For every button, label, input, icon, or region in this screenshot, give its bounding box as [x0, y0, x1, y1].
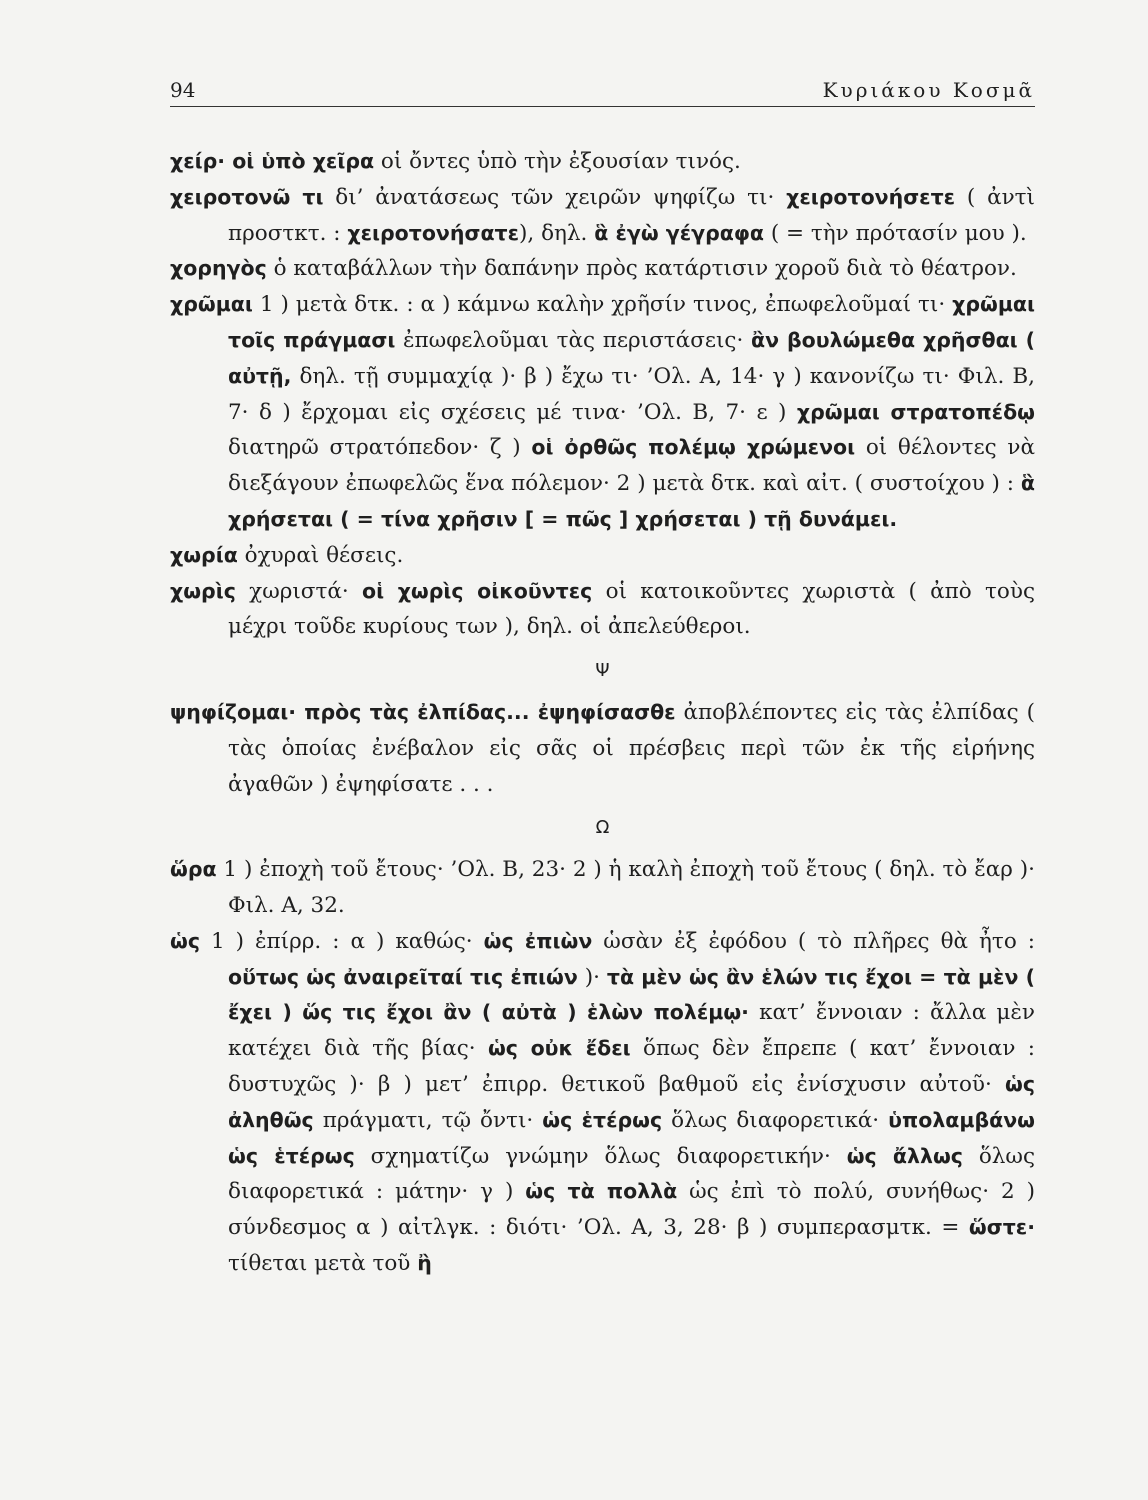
headword-text: χειροτονήσατε — [347, 220, 520, 245]
definition-text: ( = τὴν πρότασίν μου ). — [763, 220, 1027, 246]
definition-text: 1 ) ἐπίρρ. : α ) καθώς· — [199, 928, 484, 954]
definition-text: κατ’ ἔννοιαν : ἄλλα μὲν κατέχει διὰ τῆς βίας· — [228, 1000, 1035, 1062]
definition-text: ὡσὰν ἐξ ἐφόδου ( τὸ πλῆρες θὰ ἦτο : — [592, 928, 1035, 954]
definition-text: 1 ) μετὰ δτκ. : α ) κάμνω καλὴν χρῆσίν τινος, ἐπωφελοῦμαί τι· — [252, 292, 953, 318]
dictionary-entry — [170, 251, 1035, 287]
headword-text: ἂν βουλώμεθα χρῆσθαι ( αὐτῇ, — [228, 327, 1035, 388]
dictionary-entry — [170, 144, 1035, 180]
headword-text: χωρία — [170, 542, 238, 567]
definition-text: ὅλως διαφορετικά· — [662, 1107, 889, 1133]
definition-text: ἀποβλέποντες εἰς τὰς ἐλπίδας ( τὰς ὁποίας ἐνέβαλον εἰς σᾶς οἱ πρέσβεις περὶ τῶν ἐκ τῆς εἰρήνης ἀγαθῶν ) ἐψηφίσατε . . . — [228, 699, 1036, 797]
headword-text: οὕτως ὡς ἀναιρεῖταί τις ἐπιών — [228, 964, 578, 989]
dictionary-entry — [170, 574, 1035, 646]
definition-text: σχηματίζω γνώμην ὅλως διαφορετικήν· — [354, 1143, 847, 1169]
headword-text: χειροτονῶ τι — [170, 184, 324, 209]
dictionary-entry — [170, 924, 1035, 1282]
dictionary-entry — [170, 180, 1035, 252]
headword-text: τὰ μὲν ὡς ἂν ἑλών τις ἔχοι = τὰ μὲν ( ἔχει ) ὥς τις ἔχοι ἂν ( αὐτὰ ) ἑλὼν πολέμῳ· — [228, 964, 1036, 1025]
headword-text: ὑπολαμβάνω ὡς ἑτέρως — [228, 1107, 1035, 1168]
definition-text: )· — [577, 964, 607, 990]
definition-text: τίθεται μετὰ τοῦ — [228, 1250, 418, 1276]
definition-text: οἱ κατοικοῦντες χωριστὰ ( ἀπὸ τοὺς μέχρι τοῦδε κυρίους των ), δηλ. οἱ ἀπελεύθεροι. — [228, 578, 1035, 640]
entries-psi — [170, 695, 1035, 802]
headword-text: ἃ χρήσεται ( = τίνα χρῆσιν [ = πῶς ] χρήσεται ) τῇ δυνάμει. — [228, 471, 1035, 531]
definition-text: ὁ καταβάλλων τὴν δαπάνην πρὸς κατάρτισιν χοροῦ διὰ τὸ θέατρον. — [266, 256, 1017, 282]
definition-text: οἱ θέλοντες νὰ διεξάγουν ἐπωφελῶς ἕνα πόλεμον· 2 ) μετὰ δτκ. καὶ αἰτ. ( συστοίχου ) : — [228, 435, 1035, 497]
headword-text: χειροτονήσετε — [786, 184, 956, 209]
page-body — [170, 144, 1035, 1282]
headword-text: ὡς ἄλλως — [846, 1143, 963, 1168]
running-head: Κυριάκου Κοσμᾶ — [822, 78, 1035, 102]
dictionary-entry — [170, 852, 1035, 924]
definition-text: χωριστά· — [235, 578, 363, 604]
section-heading-psi: Ψ — [595, 660, 610, 682]
headword-text: ψηφίζομαι· πρὸς τὰς ἐλπίδας... ἐψηφίσασθε — [170, 699, 676, 724]
headword-text: χορηγὸς — [170, 256, 267, 281]
entries-omega — [170, 852, 1035, 1282]
definition-text: δι’ ἀνατάσεως τῶν χειρῶν ψηφίζω τι· — [323, 184, 787, 210]
definition-text: οἱ ὄντες ὑπὸ τὴν ἐξουσίαν τινός. — [374, 149, 741, 174]
dictionary-entry — [170, 538, 1035, 574]
definition-text: 1 ) ἐποχὴ τοῦ ἔτους· ’Ολ. Β, 23· 2 ) ἡ καλὴ ἐποχὴ τοῦ ἔτους ( δηλ. τὸ ἔαρ )· Φιλ. Α, 32. — [216, 857, 1035, 918]
headword-text: χρῶμαι — [170, 292, 253, 317]
headword-text: οἱ ὀρθῶς πολέμῳ χρώμενοι — [531, 435, 856, 460]
definition-text: ἐπωφελοῦμαι τὰς περιστάσεις· — [395, 327, 751, 353]
headword-text: ὡς οὐκ ἔδει — [487, 1036, 631, 1061]
definition-text: ( ἀντὶ προστκτ. : — [228, 184, 1035, 246]
definition-text: ), δηλ. — [519, 220, 595, 246]
definition-text: ὅπως δὲν ἔπρεπε ( κατ’ ἔννοιαν : δυστυχῶς )· β ) μετ’ ἐπιρρ. θετικοῦ βαθμοῦ εἰς ἐνίσχυσιν αὐτοῦ· — [228, 1036, 1035, 1097]
definition-text: δηλ. τῇ συμμαχίᾳ )· β ) ἔχω τι· ’Ολ. Α, 14· γ ) κανονίζω τι· Φιλ. Β, 7· δ ) ἔρχομαι εἰς σχέσεις μέ τινα· ’Ολ. Β, 7· ε ) — [228, 363, 1035, 425]
headword-text: ὥστε· — [968, 1215, 1035, 1240]
dictionary-entry — [170, 287, 1035, 538]
headword-text: χωρὶς — [170, 578, 236, 603]
definition-text: διατηρῶ στρατόπεδον· ζ ) — [228, 435, 532, 461]
headword-text: ὡς ἑτέρως — [542, 1107, 663, 1132]
headword-text: ὡς ἐπιὼν — [483, 928, 593, 953]
headword-text: χρῶμαι στρατοπέδῳ — [796, 399, 1035, 424]
headword-text: ὡς — [170, 928, 200, 953]
definition-text: ὅλως διαφορετικά : μάτην· γ ) — [228, 1143, 1035, 1205]
headword-text: ὡς ἀληθῶς — [228, 1071, 1035, 1132]
definition-text: ὀχυραὶ θέσεις. — [237, 542, 404, 568]
entries-chi — [170, 144, 1035, 645]
headword-text: χείρ· οἱ ὑπὸ χεῖρα — [170, 149, 375, 173]
headword-text: ἃ ἐγὼ γέγραφα — [594, 220, 764, 245]
definition-text: ὡς ἐπὶ τὸ πολύ, συνήθως· 2 ) σύνδεσμος α ) αἰτλγκ. : διότι· ’Ολ. Α, 3, 28· β ) συμπερασμτκ. = — [228, 1179, 1035, 1241]
headword-text: χρῶμαι τοῖς πράγμασι — [228, 292, 1035, 352]
headword-text: οἱ χωρὶς οἰκοῦντες — [362, 578, 593, 603]
page-number: 94 — [170, 78, 196, 102]
headword-text: ἢ — [417, 1250, 432, 1275]
section-heading-omega: Ω — [595, 817, 610, 839]
headword-text: ὡς τὰ πολλὰ — [525, 1179, 678, 1204]
dictionary-entry — [170, 695, 1035, 802]
headword-text: ὥρα — [170, 857, 217, 882]
definition-text: πράγματι, τῷ ὄντι· — [313, 1107, 543, 1133]
page-header — [170, 78, 1035, 107]
